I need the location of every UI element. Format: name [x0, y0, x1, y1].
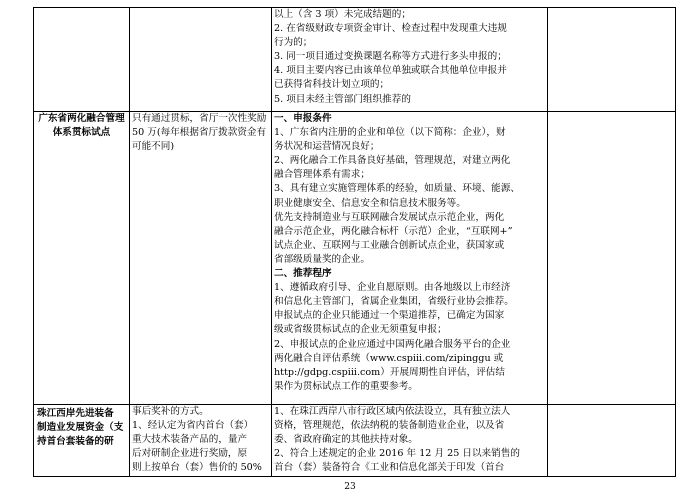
condition-line: 已获得省科技计划立项的； [274, 79, 390, 91]
condition-line: 2、两化融合工作具备良好基础，管理规范，对建立两化 [274, 155, 511, 167]
condition-line: 以上（含 3 项）未完成结题的； [274, 9, 411, 20]
notes-cell [548, 405, 676, 477]
condition-line: 2、申报试点的企业应通过中国两化融合服务平台的企业 [274, 338, 511, 350]
condition-line: 2、符合上述规定的企业 2016 年 12 月 25 日以来销售的 [274, 448, 520, 460]
condition-line: 1、在珠江西岸八市行政区域内依法设立，具有独立法人 [274, 406, 511, 417]
support-line: 重大技术装备产品的，量产 [132, 434, 248, 446]
support-text: 只有通过贯标，省厅一次性奖励 50 万(每年根据省厅拨款资金有可能不同) [132, 113, 267, 153]
support-cell [130, 112, 272, 405]
notes-cell [548, 112, 676, 405]
table-row [34, 405, 676, 477]
condition-line: 优先支持制造业与互联网融合发展试点示范企业，两化 [274, 211, 505, 223]
condition-line: 两化融合自评估系统（www.cspiii.com/zipinggu 或 [274, 352, 504, 364]
condition-line: 资格，管理规范，依法纳税的装备制造业企业，以及省 [274, 420, 505, 432]
support-cell [130, 405, 272, 477]
condition-line: 融合示范企业，两化融合标杆（示范）企业，“互联网+” [274, 225, 513, 237]
support-line: 则上按单台（套）售价的 50% [132, 462, 262, 474]
condition-line: 3. 同一项目通过变换课题名称等方式进行多头申报的； [274, 51, 507, 63]
condition-line: 4. 项目主要内容已由该单位单独或联合其他单位申报并 [274, 65, 507, 77]
condition-line: 和信息化主管部门，省属企业集团，省级行业协会推荐。 [274, 296, 514, 308]
condition-line: 委、省政府确定的其他扶持对象。 [274, 434, 418, 446]
program-name: 广东省两化融合管理体系贯标试点 [34, 112, 130, 405]
name-cell [34, 8, 130, 112]
section-title: 二、推荐程序 [274, 268, 332, 280]
support-line: 后对研制企业进行奖励，原 [132, 448, 248, 460]
conditions-cell [272, 405, 548, 477]
condition-line: 3、具有建立实施管理体系的经验，如质量、环境、能源、 [274, 183, 520, 195]
table-row [34, 8, 676, 112]
condition-line: 省部级质量奖的企业。 [274, 253, 370, 265]
conditions-cell [272, 8, 548, 112]
condition-line: 1、广东省内注册的企业和单位（以下简称：企业），财 [274, 127, 506, 139]
condition-line: 果作为贯标试点工作的重要参考。 [274, 380, 418, 392]
condition-line: 2. 在省级财政专项资金审计、检查过程中发现重大违规 [274, 23, 507, 35]
condition-line: 级或省级贯标试点的企业无须重复申报； [274, 324, 447, 336]
support-line: 事后奖补的方式。 [132, 406, 209, 417]
program-name: 珠江西岸先进装备 制造业发展资金（支 持首台套装备的研 [34, 405, 130, 477]
page-number: 23 [344, 482, 356, 492]
support-cell [130, 8, 272, 112]
conditions-cell [272, 112, 548, 405]
condition-line: 首台（套）装备符合《工业和信息化部关于印发（首台 [274, 462, 505, 474]
condition-line: 务状况和运营情况良好； [274, 141, 380, 153]
condition-line: 试点企业、互联网与工业融合创新试点企业，获国家或 [274, 239, 505, 251]
condition-line: 5. 项目未经主管部门组织推荐的 [274, 93, 411, 105]
support-line: 1、经认定为省内首台（套） [132, 420, 254, 432]
condition-line: http://gdpg.cspiii.com）开展周期性自评估，评估结 [274, 366, 505, 378]
policy-table [33, 7, 676, 477]
section-title: 一、申报条件 [274, 113, 332, 124]
condition-line: 申报试点的企业只能通过一个渠道推荐，已确定为国家 [274, 310, 505, 322]
table-row [34, 112, 676, 405]
notes-cell [548, 8, 676, 112]
condition-line: 行为的； [274, 37, 313, 49]
condition-line: 1、遵循政府引导、企业自愿原则。由各地级以上市经济 [274, 282, 511, 294]
condition-line: 职业健康安全、信息安全和信息技术服务等。 [274, 197, 466, 209]
condition-line: 融合管理体系有需求； [274, 169, 370, 181]
